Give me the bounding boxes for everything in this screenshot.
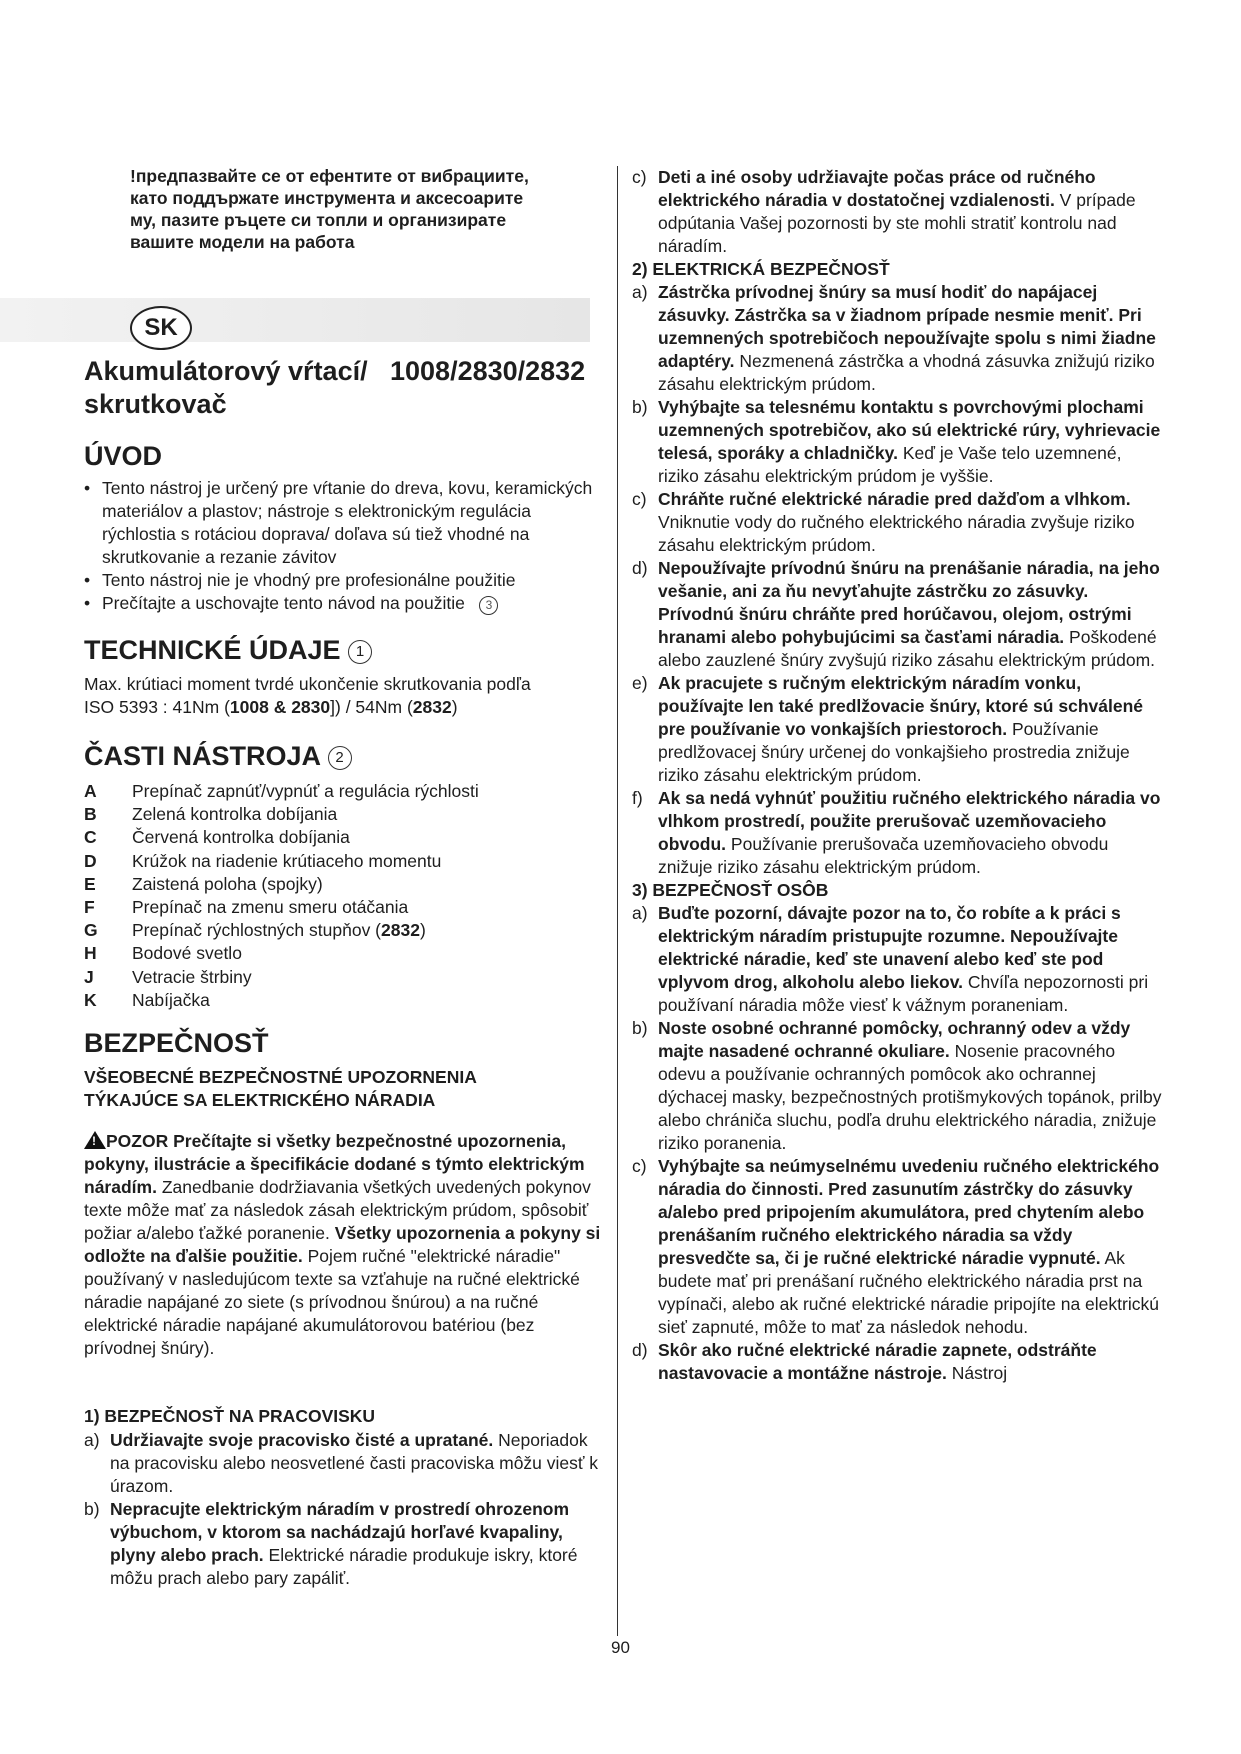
safety-warning: !POZOR Prečítajte si všetky bezpečnostné upozornenia, pokyny, ilustrácie a špecifikácie dodané s týmto elektrickým náradím. Zanedbanie dodržiavania všetkých uvedených pokynov texte môže mať za následok zásah elektrickým prúdom, spôsobiť požiar a/alebo ťažké poranenie. Všetky upozornenia a pokyny si odložte na ďalšie použitie. Pojem ručné "elektrické náradie" používaný v nasledujúcom texte sa vzťahuje na ručné elektrické náradie napájané zo siete (s prívodnou šnúrou) a na ručné elektrické náradie napájané akumulátorovou batériou (bez prívodnej šnúry). <box>84 1130 604 1360</box>
parts-row: G Prepínač rýchlostných stupňov (2832) <box>84 920 426 941</box>
safety-subheading: VŠEOBECNÉ BEZPEČNOSTNÉ UPOZORNENIA TÝKAJÚCE SA ELEKTRICKÉHO NÁRADIA <box>84 1067 477 1110</box>
parts-row: D Krúžok na riadenie krútiaceho momentu <box>84 850 442 871</box>
safety-item: c) Chráňte ručné elektrické náradie pred dažďom a vlhkom. Vniknutie vody do ručného elektrického náradia zvyšuje riziko zásahu elektrickým prúdom. <box>632 489 1135 555</box>
safety-item: c) Deti a iné osoby udržiavajte počas práce od ručného elektrického náradia v dostatočnej vzdialenosti. V prípade odpútania Vašej pozornosti by ste mohli stratiť kontrolu nad náradím. <box>632 167 1136 256</box>
bg-warning-line: му, пазите ръцете си топли и организирате <box>130 210 507 230</box>
language-badge: SK <box>130 306 192 350</box>
bulgarian-warning <box>50 165 595 253</box>
parts-row: A Prepínač zapnúť/vypnúť a regulácia rýchlosti <box>84 781 479 801</box>
column-divider <box>617 166 618 1636</box>
language-band <box>0 298 590 342</box>
parts-row: C Červená kontrolka dobíjania <box>84 827 350 848</box>
tech-text <box>84 673 604 719</box>
safety-item: a) Udržiavajte svoje pracovisko čisté a upratané. Neporiadok na pracovisku alebo neosvetlené časti pracoviska môžu viesť k úrazom. <box>84 1430 599 1496</box>
product-title <box>84 355 614 421</box>
model-numbers: 1008/2830/2832 <box>390 356 586 386</box>
title-line-2: skrutkovač <box>84 389 227 419</box>
parts-row: K Nabíjačka <box>84 989 210 1010</box>
figure-ref-icon: 2 <box>328 746 352 770</box>
safety-item: d) Nepoužívajte prívodnú šnúru na prenášanie náradia, na jeho vešanie, ani za ňu nevyťahujte zástrčku zo zásuvky. Prívodnú šnúru chráňte pred horúčavou, olejom, ostrými hranami alebo pohybujúcimi sa časťami náradia. Poškodené alebo zauzlené šnúry zvyšujú riziko zásahu elektrickým prúdom. <box>632 558 1160 670</box>
intro-list <box>84 477 604 615</box>
safety-item: f) Ak sa nedá vyhnúť použitiu ručného elektrického náradia vo vlhkom prostredí, použite prerušovač uzemňovacieho obvodu. Používanie prerušovača uzemňovacieho obvodu znižuje riziko zásahu elektrickým prúdom. <box>632 788 1161 877</box>
figure-ref-icon: 3 <box>479 596 498 615</box>
tech-heading: TECHNICKÉ ÚDAJE 1 <box>84 634 372 666</box>
safety-item: a) Zástrčka prívodnej šnúry sa musí hodiť do napájacej zásuvky. Zástrčka sa v žiadnom prípade nesmie meniť. Pri uzemnených spotrebičoch nepoužívajte spolu s nimi žiadne adaptéry. Nezmenená zástrčka a vhodná zásuvka znižujú riziko zásahu elektrickým prúdom. <box>632 282 1156 394</box>
safety-item: b) Vyhýbajte sa telesnému kontaktu s povrchovými plochami uzemnených spotrebičov, ako sú elektrické rúry, vyhrievacie telesá, sporáky a chladničky. Keď je Vaše telo uzemnené, riziko zásahu elektrickým prúdom je vyššie. <box>632 397 1161 486</box>
figure-ref-icon: 1 <box>348 640 372 664</box>
page-number: 90 <box>611 1638 630 1657</box>
right-column <box>632 166 1162 1385</box>
tech-line-1: Max. krútiaci moment tvrdé ukončenie skrutkovania podľa <box>84 674 531 694</box>
bg-warning-line: !предпазвайте се от ефентите от вибрациите, <box>130 166 529 186</box>
safety-item: c) Vyhýbajte sa neúmyselnému uvedeniu ručného elektrického náradia do činnosti. Pred zasunutím zástrčky do zásuvky a/alebo pred pripojením akumulátora, pred chytením alebo prenášaním ručného elektrického náradia sa vždy presvedčte sa, či je ručné elektrické náradie vypnuté. Ak budete mať pri prenášaní ručného elektrického náradia prst na vypínači, alebo ak ručné elektrické náradie pripojíte na elektrickú sieť zapnuté, môže to mať za následok nehodu. <box>632 1156 1160 1337</box>
title-line-1: Akumulátorový vŕtací/ <box>84 356 368 386</box>
safety-item: a) Buďte pozorní, dávajte pozor na to, čo robíte a k práci s elektrickým náradím pristupujte rozumne. Nepoužívajte elektrické náradie, keď ste unavení alebo keď ste pod vplyvom drog, alkoholu alebo liekov. Chvíľa nepozornosti pri používaní náradia môže viesť k vážnym poraneniam. <box>632 903 1149 1015</box>
section-2-heading: 2) ELEKTRICKÁ BEZPEČNOSŤ <box>632 259 890 279</box>
warning-triangle-icon <box>84 1131 106 1149</box>
tech-line-2: ISO 5393 : 41Nm (1008 & 2830]) / 54Nm (2832) <box>84 697 458 717</box>
bg-warning-line: вашите модели на работа <box>130 232 355 252</box>
intro-heading: ÚVOD <box>84 441 163 471</box>
parts-row: B Zelená kontrolka dobíjania <box>84 804 338 825</box>
parts-row: F Prepínač na zmenu smeru otáčania <box>84 897 409 918</box>
parts-list <box>84 780 594 1012</box>
section-1-heading: 1) BEZPEČNOSŤ NA PRACOVISKU <box>84 1406 376 1426</box>
safety-item: d) Skôr ako ručné elektrické náradie zapnete, odstráňte nastavovacie a montážne nástroje. Nástroj <box>632 1340 1097 1383</box>
safety-item: b) Noste osobné ochranné pomôcky, ochranný odev a vždy majte nasadené ochranné okuliare. Nosenie pracovného odevu a používanie ochranných pomôcok ako ochrannej dýchacej masky, bezpečnostných protišmykových topánok, prilby alebo chrániča sluchu, podľa druhu elektrického náradia, znižuje riziko poranenia. <box>632 1018 1162 1153</box>
section-3-heading: 3) BEZPEČNOSŤ OSÔB <box>632 880 829 900</box>
intro-bullet: • Prečítajte a uschovajte tento návod na použitie 3 <box>84 592 604 615</box>
parts-heading: ČASTI NÁSTROJA 2 <box>84 740 352 772</box>
safety-item: e) Ak pracujete s ručným elektrickým náradím vonku, používajte len také predlžovacie šnúry, ktoré sú schválené pre používanie vo vonkajších priestoroch. Používanie predlžovacej šnúry určenej do vonkajšieho prostredia znižuje riziko zásahu elektrickým prúdom. <box>632 673 1144 785</box>
section-1-list <box>84 1429 604 1590</box>
safety-heading: BEZPEČNOSŤ <box>84 1028 269 1058</box>
parts-row: J Vetracie štrbiny <box>84 966 252 987</box>
safety-item: b) Nepracujte elektrickým náradím v prostredí ohrozenom výbuchom, v ktorom sa nachádzajú horľavé kvapaliny, plyny alebo prach. Elektrické náradie produkuje iskry, ktoré môžu prach alebo pary zapáliť. <box>84 1499 578 1588</box>
bg-warning-line: като поддържате инструмента и аксесоарите <box>130 188 524 208</box>
parts-row: E Zaistená poloha (spojky) <box>84 873 323 894</box>
parts-row: H Bodové svetlo <box>84 943 242 964</box>
intro-bullet: • Tento nástroj nie je vhodný pre profesionálne použitie <box>84 569 604 592</box>
intro-bullet: • Tento nástroj je určený pre vŕtanie do dreva, kovu, keramických materiálov a plastov; nástroje s elektronickým regulácia rýchlostia s rotáciou doprava/ doľava sú tiež vhodné na skrutkovanie a rezanie závitov <box>84 477 604 569</box>
